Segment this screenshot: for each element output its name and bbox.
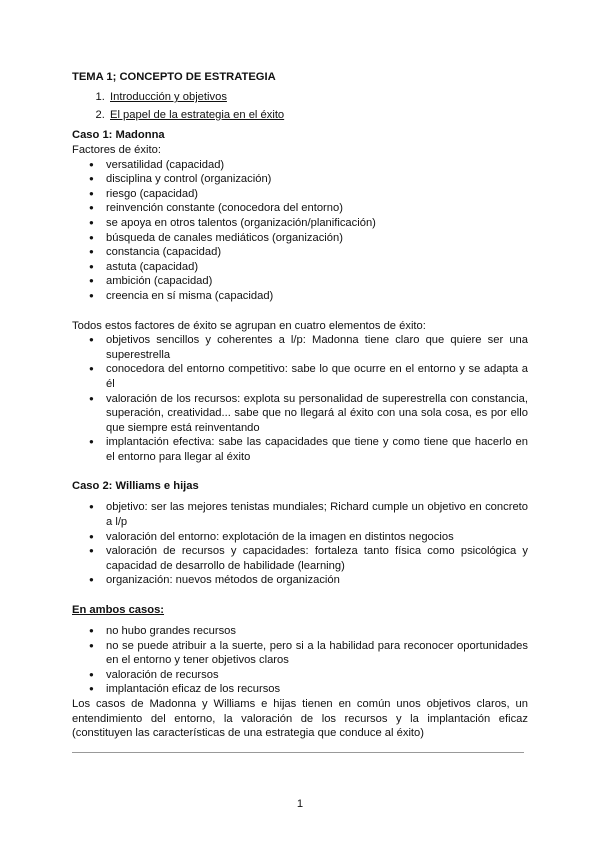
section-heading-caso2: Caso 2: Williams e hijas: [72, 480, 199, 493]
factors-list: [72, 158, 528, 304]
section-heading-ambos: En ambos casos:: [72, 604, 165, 617]
list-item: ● implantación eficaz de los recursos: [106, 682, 528, 697]
caso2-list: [72, 500, 528, 588]
list-item: ● riesgo (capacidad): [106, 187, 528, 202]
list-item: ● conocedora del entorno competitivo: sabe lo que ocurre en el entorno y se adapta a él: [106, 362, 528, 391]
ambos-list: [72, 624, 528, 697]
list-item: ● no se puede atribuir a la suerte, pero si a la habilidad para reconocer oportunidades en el entorno y tener objetivos claros: [106, 639, 528, 668]
elements-list: [72, 333, 528, 464]
list-item: ● objetivo: ser las mejores tenistas mundiales; Richard cumple un objetivo en concreto a l/p: [106, 500, 528, 529]
list-item: ● creencia en sí misma (capacidad): [106, 289, 528, 304]
page-number: 1: [296, 798, 304, 810]
list-item: ● reinvención constante (conocedora del entorno): [106, 201, 528, 216]
list-item: ● no hubo grandes recursos: [106, 624, 528, 639]
toc-link[interactable]: El papel de la estrategia en el éxito: [110, 109, 285, 121]
list-item: ● versatilidad (capacidad): [106, 158, 528, 173]
conclusion-paragraph: Los casos de Madonna y Williams e hijas tienen en común unos objetivos claros, un entendimiento del entorno, la valoración de los recursos y la implantación eficaz (constituyen las características de una estrategia que conduce al éxito): [72, 698, 528, 740]
list-item: ● búsqueda de canales mediáticos (organización): [106, 231, 528, 246]
list-item: ● constancia (capacidad): [106, 245, 528, 260]
toc-link[interactable]: Introducción y objetivos: [110, 91, 227, 103]
list-item: ● valoración de recursos: [106, 668, 528, 683]
table-of-contents: [72, 88, 528, 124]
list-item: ● valoración de los recursos: explota su personalidad de superestrella con constancia, superación, creatividad... sabe que no llegará al éxito con una sola cosa, es por ello que siempre está reinventando: [106, 392, 528, 436]
horizontal-divider: [72, 752, 524, 753]
list-item: ● disciplina y control (organización): [106, 172, 528, 187]
list-item: ● implantación efectiva: sabe las capacidades que tiene y como tiene que hacerlo en el entorno para llegar al éxito: [106, 435, 528, 464]
list-item: ● valoración de recursos y capacidades: fortaleza tanto física como psicológica y capacidad de desarrollo de habilidade (learning): [106, 544, 528, 573]
section-heading-caso1: Caso 1: Madonna: [72, 129, 165, 141]
toc-item[interactable]: [108, 106, 528, 124]
list-item: ● valoración del entorno: explotación de la imagen en distintos negocios: [106, 530, 528, 545]
elements-intro: Todos estos factores de éxito se agrupan en cuatro elementos de éxito:: [72, 319, 426, 332]
toc-item[interactable]: [108, 88, 528, 106]
list-item: ● se apoya en otros talentos (organización/planificación): [106, 216, 528, 231]
list-item: ● astuta (capacidad): [106, 260, 528, 275]
list-item: ● organización: nuevos métodos de organización: [106, 573, 528, 588]
document-title: TEMA 1; CONCEPTO DE ESTRATEGIA: [72, 71, 276, 83]
list-item: ● ambición (capacidad): [106, 274, 528, 289]
document-body: [72, 71, 528, 741]
factors-intro: Factores de éxito:: [72, 144, 161, 156]
list-item: ● objetivos sencillos y coherentes a l/p: Madonna tiene claro que quiere ser una superestrella: [106, 333, 528, 362]
